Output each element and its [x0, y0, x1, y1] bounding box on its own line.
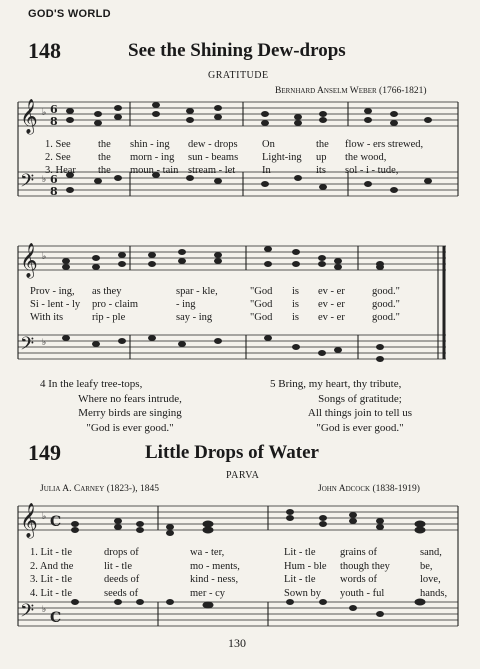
treble-clef-icon: 𝄞: [20, 99, 38, 134]
treble-staff: [18, 243, 446, 279]
lyrics-149-col3: wa - ter, mo - ments, kind - ness, mer - cy: [190, 547, 240, 599]
lyrics-148b-col4: "God "God "God: [250, 286, 273, 323]
svg-text:6: 6: [50, 103, 58, 116]
lyrics-148-col7: flow - ers strewed, the wood, sol - i - tude,: [345, 139, 424, 176]
lyrics-149-col1: 1. Lit - tle 2. And the 3. Lit - tle 4. Lit - tle: [30, 547, 74, 599]
hymn-number-149: 149: [28, 440, 61, 465]
treble-staff: [18, 99, 458, 135]
lyrics-148b-col6: ev - er ev - er ev - er: [318, 286, 345, 323]
bass-staff: [18, 601, 458, 626]
hymn-number-148: 148: [28, 38, 61, 63]
svg-text:C: C: [50, 514, 62, 530]
stanza-4: 4 In the leafy tree-tops, Where no fears intrude, Merry birds are singing "God is ever good.": [40, 378, 182, 434]
svg-text:♭: ♭: [42, 108, 47, 118]
lyrics-148-col2: the the the: [98, 139, 111, 176]
lyrics-148-col1: 1. See 2. See 3. Hear: [45, 139, 76, 176]
svg-text:6: 6: [50, 173, 58, 186]
section-label: GOD'S WORLD: [28, 8, 111, 20]
lyrics-148b-col2: as they pro - claim rip - ple: [92, 286, 139, 323]
svg-text:♭: ♭: [42, 512, 47, 522]
tune-name-149: PARVA: [226, 470, 260, 481]
svg-text:♭: ♭: [42, 338, 47, 348]
page-number: 130: [228, 636, 246, 650]
lyrics-148b-col1: Prov - ing, Si - lent - ly With its: [30, 286, 81, 323]
lyrics-148b-col7: good." good." good.": [372, 286, 400, 323]
svg-text:8: 8: [50, 115, 58, 128]
treble-clef-icon: 𝄞: [20, 243, 38, 278]
svg-text:♭: ♭: [42, 252, 47, 262]
lyrics-149-col2: drops of lit - tle deeds of seeds of: [104, 547, 140, 599]
composer-credit-148: Bernhard Anselm Weber (1766-1821): [275, 86, 427, 96]
bass-clef-icon: 𝄢: [20, 601, 35, 626]
composer-credit-149: John Adcock (1838-1919): [318, 484, 420, 494]
author-credit-149: Julia A. Carney (1823-), 1845: [40, 484, 159, 494]
svg-text:♭: ♭: [42, 605, 47, 615]
svg-text:C: C: [50, 610, 62, 626]
lyrics-148-col5: On Light-ing In: [262, 139, 302, 176]
svg-text:8: 8: [50, 185, 58, 198]
lyrics-148-col6: the up its: [316, 139, 329, 176]
lyrics-148-col4: dew - drops sun - beams stream - let: [188, 139, 239, 176]
lyrics-148b-col3: spar - kle, - ing say - ing: [176, 286, 218, 323]
music-system-3: [18, 494, 463, 634]
treble-staff: [18, 503, 458, 539]
lyrics-149-col5: grains of though they words of youth - ful: [340, 547, 390, 599]
hymn-title-148: See the Shining Dew-drops: [128, 40, 346, 61]
lyrics-148-col3: shin - ing morn - ing moun - tain: [130, 139, 179, 176]
lyrics-148b-col5: is is is: [292, 286, 300, 323]
treble-clef-icon: 𝄞: [20, 503, 38, 538]
bass-clef-icon: 𝄢: [20, 334, 35, 359]
tune-name-148: GRATITUDE: [208, 70, 269, 81]
lyrics-149-col6: sand, be, love, hands,: [420, 547, 448, 599]
bass-clef-icon: 𝄢: [20, 171, 35, 196]
svg-text:♭: ♭: [42, 175, 47, 185]
stanza-5: 5 Bring, my heart, thy tribute, Songs of gratitude; All things join to tell us "God is ever good.": [270, 378, 413, 434]
lyrics-149-col4: Lit - tle Hum - ble Lit - tle Sown by: [284, 547, 327, 599]
hymn-title-149: Little Drops of Water: [145, 442, 319, 463]
